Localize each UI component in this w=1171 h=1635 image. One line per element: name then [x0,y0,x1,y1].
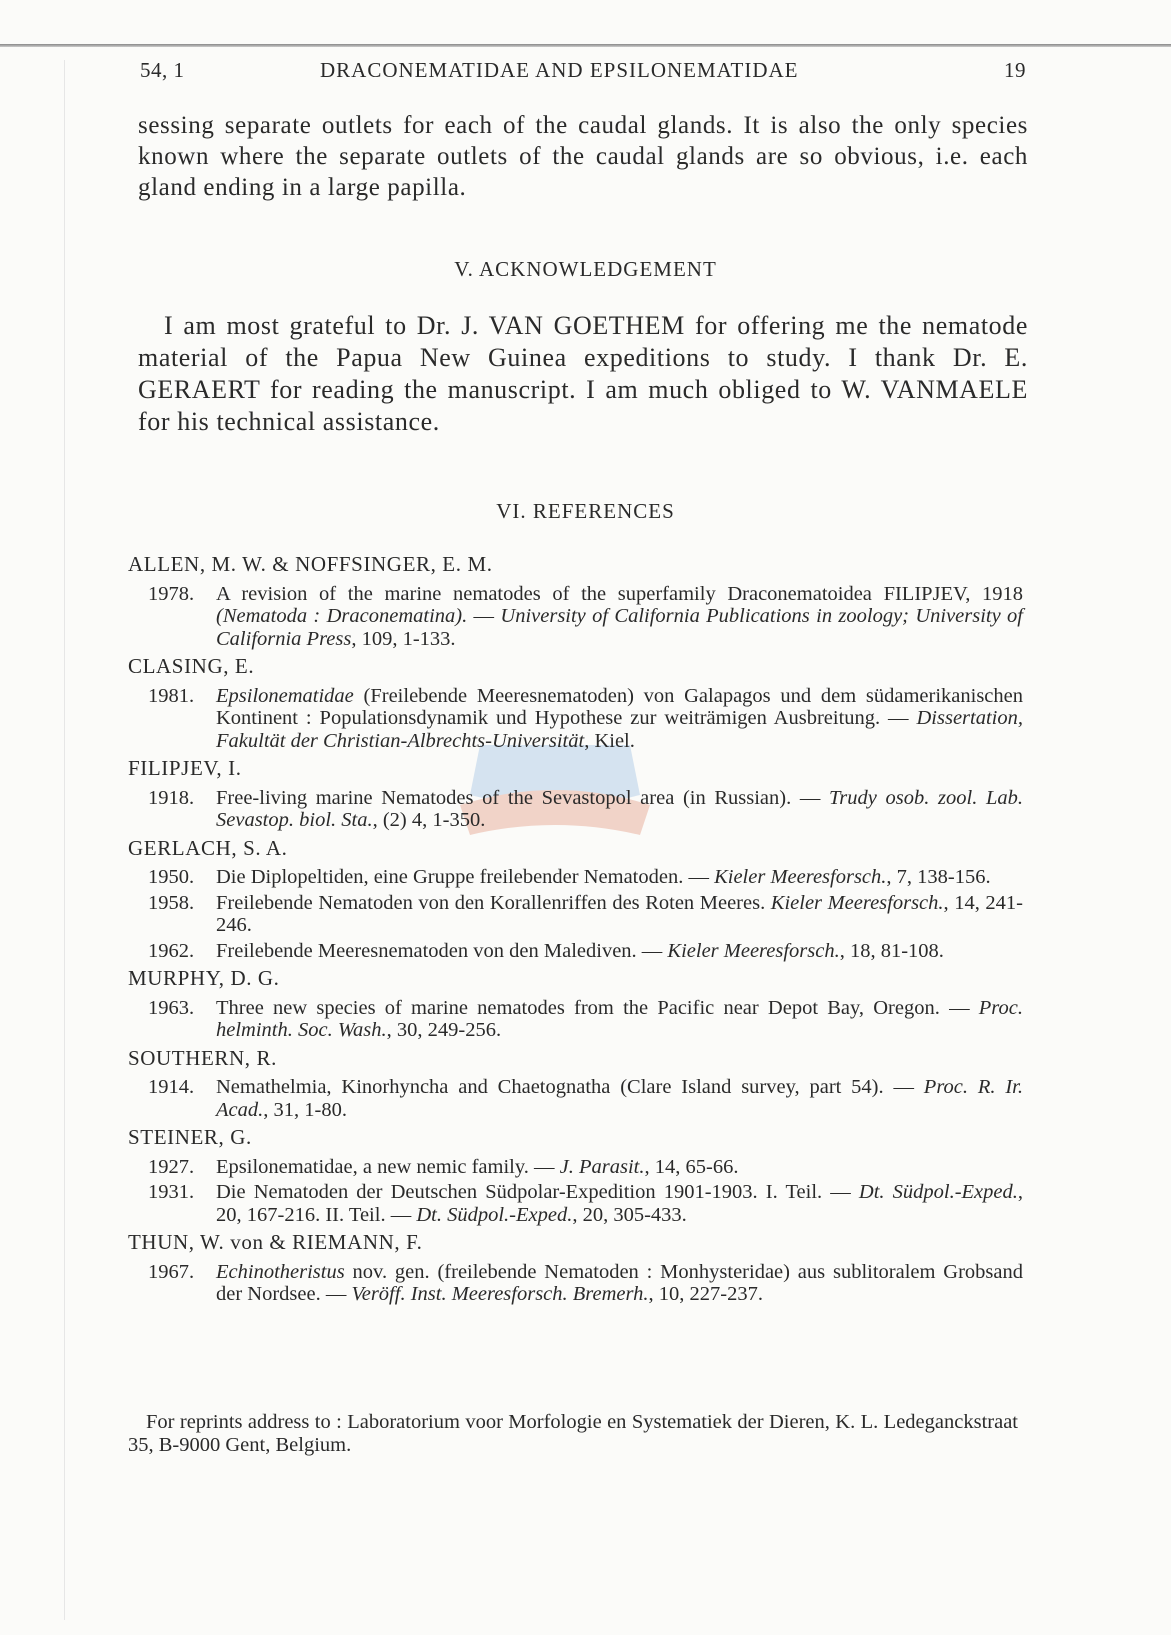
reference-text [216,1261,1023,1306]
reference-entry [128,1261,1023,1306]
reference-segment: — [467,605,501,627]
reprints-address: For reprints address to : Laboratorium voor Morfologie en Systematiek der Dieren, K. L. Ledeganckstraat 35, B-9000 Gent, Belgium. [128,1411,1018,1456]
reference-segment: Die Nematoden der Deutschen Südpolar-Expedition 1901-1903. I. Teil. — [216,1181,859,1203]
reference-segment: Freilebende Meeresnematoden von den Malediven. — [216,939,668,962]
reference-year: 1967. [148,1260,195,1283]
page-number: 19 [1004,58,1026,82]
reference-author: SOUTHERN, R. [128,1045,277,1070]
reference-segment: , (2) 4, 1-350. [372,809,486,831]
reference-italic-segment: Dt. Südpol.-Exped. [416,1203,573,1226]
reference-segment: Die Diplopeltiden, eine Gruppe freilebender Nematoden. — [216,866,715,888]
acknowledgement-heading: V. ACKNOWLEDGEMENT [454,257,717,281]
running-title: DRACONEMATIDAE AND EPSILONEMATIDAE [320,58,799,82]
reference-segment: Epsilonematidae, a new nemic family. — [216,1155,560,1178]
reference-segment: , 109, 1-133. [351,627,456,650]
reference-italic-segment: Epsilonematidae [216,684,354,707]
reference-segment: Three new species of marine nematodes from the Pacific near Depot Bay, Oregon. — [216,996,979,1019]
reference-italic-segment: Dissertation, Fakultät der Christian-Albrechts-Universität [216,707,1023,752]
reference-entry [128,1156,1023,1179]
reference-segment: , 18, 81-108. [839,939,944,962]
reference-segment: , 20, 167-216. II. Teil. — [216,1181,1023,1226]
reference-italic-segment: Proc. helminth. Soc. Wash. [216,996,1023,1041]
reference-entry [128,685,1023,753]
reference-entry [128,1181,1023,1226]
reference-entry [128,866,1023,889]
binding-shadow [64,60,65,1620]
reference-segment: , 20, 305-433. [572,1203,687,1226]
references-heading: VI. REFERENCES [496,499,675,523]
reference-author: GERLACH, S. A. [128,835,288,860]
reference-entry [128,787,1023,832]
acknowledgement-text: I am most grateful to Dr. J. VAN GOETHEM for offering me the nematode material of the Papua New Guinea expeditions to study. I thank Dr. E. GERAERT for reading the manuscript. I am much obliged to W. VANMAELE for his technical assistance. [138,311,1028,436]
reference-entry [128,892,1023,937]
reference-text [216,997,1023,1042]
reference-italic-segment: (Nematoda : Draconematina). [216,605,468,627]
reference-year: 1931. [148,1181,195,1203]
reference-entry [128,940,1023,963]
reference-year: 1950. [148,866,195,888]
reference-entry [128,997,1023,1042]
reference-italic-segment: Dt. Südpol.-Exped. [858,1181,1018,1203]
reference-segment: , 30, 249-256. [386,1019,502,1041]
reference-author: THUN, W. von & RIEMANN, F. [128,1230,423,1254]
reference-text [216,892,1023,937]
reference-text [216,1181,1023,1226]
reference-text [216,1076,1023,1121]
reference-segment: Freilebende Nematoden von den Korallenriffen des Roten Meeres. [216,891,771,914]
reference-italic-segment: Echinotheristus [216,1260,345,1283]
reference-segment: , 14, 65-66. [644,1155,739,1178]
reference-author: STEINER, G. [128,1125,252,1149]
reference-author: CLASING, E. [128,654,255,678]
reference-year: 1978. [148,582,195,605]
reference-segment: A revision of the marine nematodes of the superfamily Draconematoidea FILIPJEV, 1918 [216,582,1023,605]
reference-text [216,866,1023,889]
reference-segment: Free-living marine Nematodes of the Sevastopol area (in Russian). — [216,786,830,809]
reference-italic-segment: Kieler Meeresforsch. [770,891,944,914]
volume-number: 54, 1 [140,58,185,82]
reference-text [216,940,1023,963]
reference-year: 1918. [148,786,195,809]
reference-year: 1914. [148,1076,195,1098]
reference-segment: nov. gen. (freilebende Nematoden : Monhysteridae) aus sublitoralem Grobsand der Nordsee. — [216,1260,1023,1305]
reference-author: ALLEN, M. W. & NOFFSINGER, E. M. [128,552,493,576]
reference-italic-segment: Kieler Meeresforsch. [714,866,887,888]
reference-segment: (Freilebende Meeresnematoden) von Galapagos und dem südamerikanischen Kontinent : Populationsdynamik und Hypothese zur weiträmigen Ausbreitung. — [216,684,1023,729]
reference-segment: , 7, 138-156. [886,866,991,888]
reference-year: 1963. [148,996,195,1019]
reference-segment: , 31, 1-80. [263,1098,347,1121]
reference-italic-segment: Kieler Meeresforsch. [667,939,840,962]
reference-entry [128,583,1023,651]
reference-text [216,1156,1023,1179]
reference-text [216,685,1023,753]
reference-segment: , Kiel. [584,729,635,752]
reference-text [216,787,1023,832]
reference-segment: Nemathelmia, Kinorhyncha and Chaetognatha (Clare Island survey, part 54). — [216,1076,924,1098]
reference-year: 1962. [148,939,195,962]
reference-segment: , 10, 227-237. [648,1283,763,1305]
reference-text [216,583,1023,651]
intro-paragraph: sessing separate outlets for each of the caudal glands. It is also the only species known where the separate outlets of the caudal glands are so obvious, i.e. each gland ending in a large papilla. [138,112,1028,201]
page-top-edge [0,44,1171,47]
reference-list [128,548,1023,1309]
reference-italic-segment: J. Parasit. [559,1155,645,1178]
reference-italic-segment: Veröff. Inst. Meeresforsch. Bremerh. [351,1283,649,1305]
reference-year: 1927. [148,1155,195,1178]
reference-author: MURPHY, D. G. [128,966,280,990]
reference-italic-segment: University of California Publications in zoology; University of California Press [216,605,1023,650]
reference-segment: , 14, 241-246. [216,891,1024,936]
reference-entry [128,1076,1023,1121]
reference-author: FILIPJEV, I. [128,756,242,780]
reference-italic-segment: Trudy osob. zool. Lab. Sevastop. biol. Sta. [216,786,1023,831]
reference-italic-segment: Proc. R. Ir. Acad. [216,1076,1023,1121]
reference-year: 1981. [148,684,195,707]
reference-year: 1958. [148,891,195,914]
